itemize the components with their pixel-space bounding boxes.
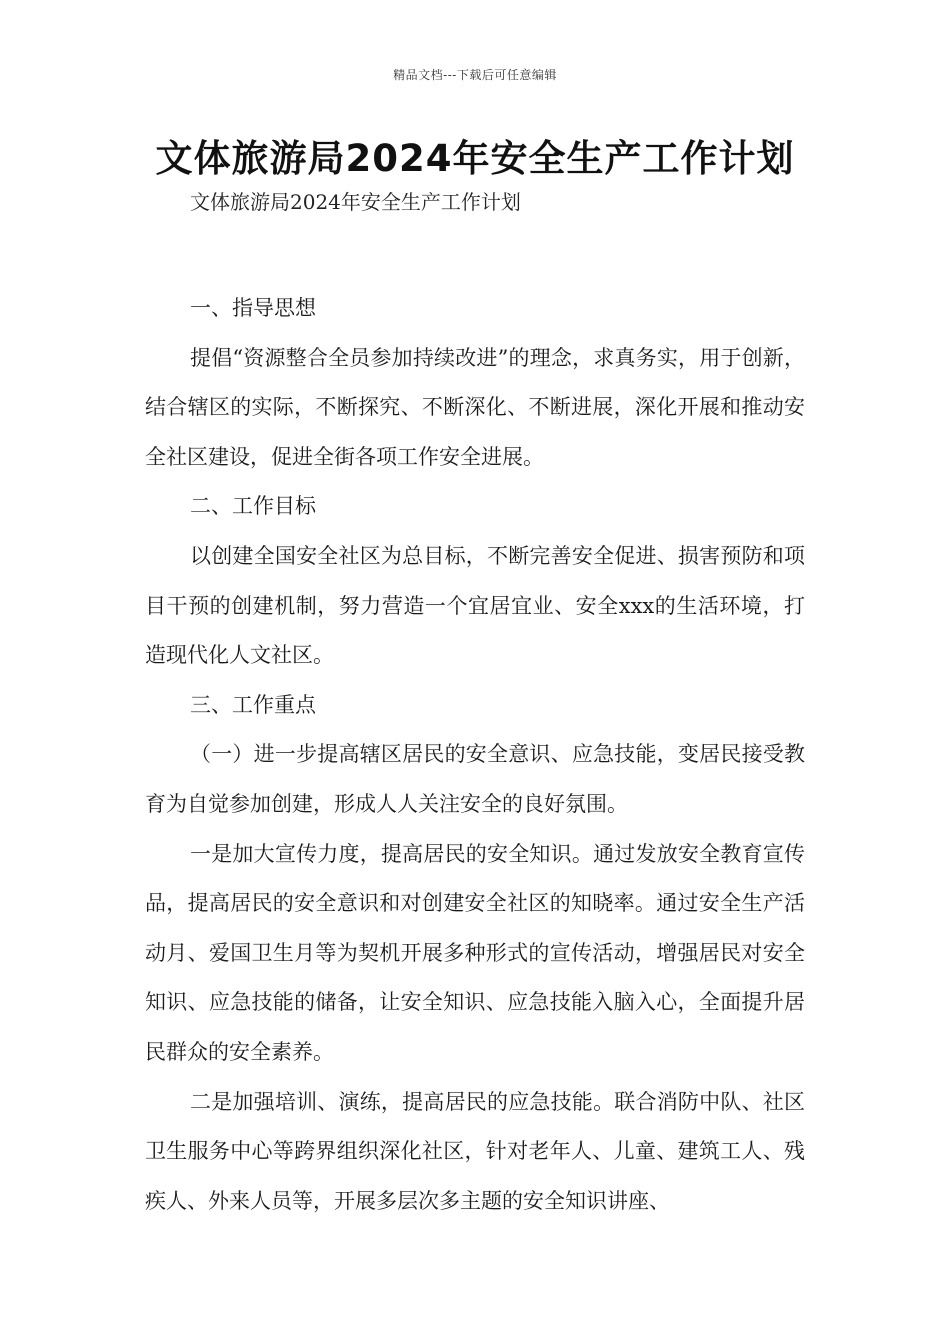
document-subtitle: 文体旅游局2024年安全生产工作计划 — [190, 190, 521, 214]
paragraph: 提倡“资源整合全员参加持续改进”的理念，求真务实，用于创新，结合辖区的实际，不断探究、不断深化、不断进展，深化开展和推动安全社区建设，促进全街各项工作安全进展。 — [145, 345, 805, 469]
header-note: 精品文档---下载后可任意编辑 — [393, 68, 557, 82]
paragraph: 以创建全国安全社区为总目标，不断完善安全促进、损害预防和项目干预的创建机制，努力营造一个宜居宜业、安全xxx的生活环境，打造现代化人文社区。 — [145, 543, 805, 668]
section-heading: 二、工作目标 — [190, 494, 316, 519]
section-heading: 一、指导思想 — [190, 296, 316, 320]
paragraph: 一是加大宣传力度，提高居民的安全知识。通过发放安全教育宣传品，提高居民的安全意识和对创建安全社区的知晓率。通过安全生产活动月、爱国卫生月等为契机开展多种形式的宣传活动，增强居民对安全知识、应急技能的储备，让安全知识、应急技能入脑入心，全面提升居民群众的安全素养。 — [145, 841, 805, 1064]
section-heading: 三、工作重点 — [190, 692, 316, 717]
paragraph: 二是加强培训、演练，提高居民的应急技能。联合消防中队、社区卫生服务中心等跨界组织深化社区，针对老年人、儿童、建筑工人、残疾人、外来人员等，开展多层次多主题的安全知识讲座、 — [145, 1089, 805, 1213]
document-body — [145, 284, 805, 1226]
document-title: 文体旅游局2024年安全生产工作计划 — [155, 137, 795, 180]
paragraph: （一）进一步提高辖区居民的安全意识、应急技能，变居民接受教育为自觉参加创建，形成人人关注安全的良好氛围。 — [145, 742, 805, 816]
